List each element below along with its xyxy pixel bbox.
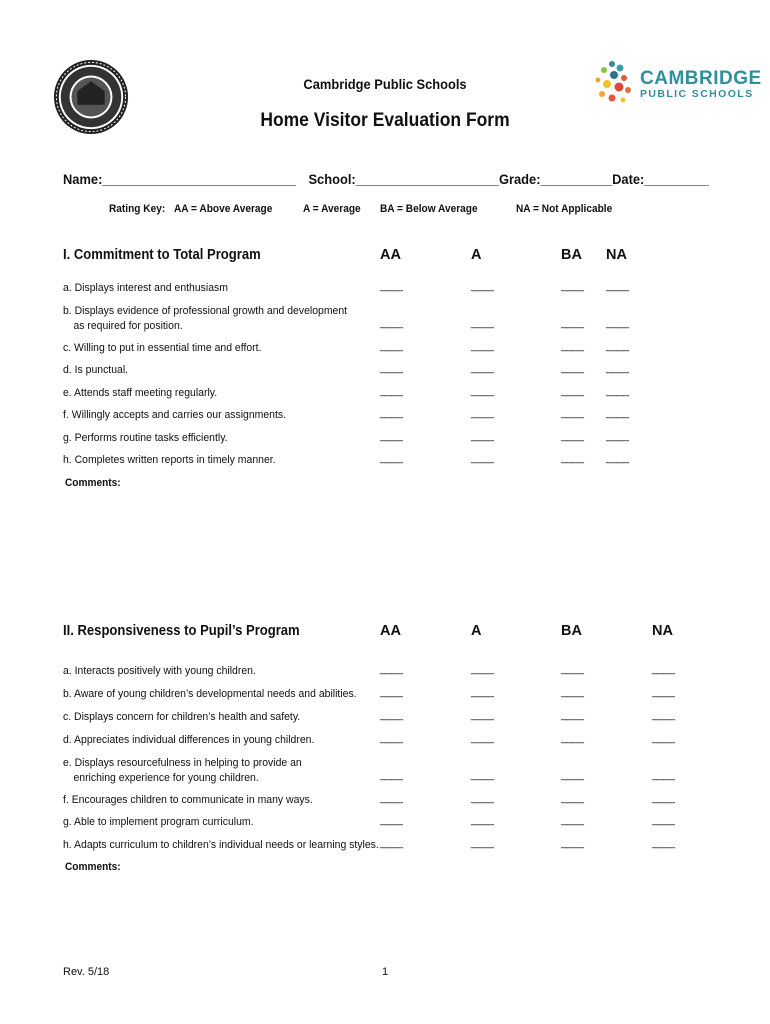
criteria-row [63,815,254,830]
criteria-text: b. Displays evidence of professional growth and development [63,305,348,317]
criteria-row [63,793,313,808]
rating-blank-na[interactable]: ____ [606,317,629,329]
rating-blank-a[interactable]: ____ [471,792,494,804]
section2-title: II. Responsiveness to Pupil’s Program [63,623,300,639]
revision-label: Rev. 5/18 [63,966,110,978]
criteria-row [63,710,300,725]
criteria-row [63,733,314,748]
rating-blank-na[interactable]: ____ [652,792,675,804]
criteria-row [63,838,379,853]
rating-blank-na[interactable]: ____ [606,385,629,397]
rating-blank-na[interactable]: ____ [652,686,675,698]
rating-blank-a[interactable]: ____ [471,663,494,675]
rating-blank-aa[interactable]: ____ [380,732,403,744]
rating-blank-na[interactable]: ____ [652,814,675,826]
grade-field[interactable]: Grade:__________ [498,171,613,187]
rating-blank-a[interactable]: ____ [471,340,494,352]
rating-blank-ba[interactable]: ____ [561,686,584,698]
section1-col-na: NA [606,247,627,263]
criteria-row [63,664,256,679]
rating-key-ba: BA = Below Average [380,203,478,215]
school-field[interactable]: School:____________________ [308,171,499,187]
logo-text-line1: CAMBRIDGE [640,68,762,89]
rating-blank-na[interactable]: ____ [606,340,629,352]
rating-blank-ba[interactable]: ____ [561,837,584,849]
rating-blank-ba[interactable]: ____ [561,362,584,374]
criteria-row [63,386,217,401]
rating-key-na: NA = Not Applicable [516,203,613,215]
criteria-text: e. Displays resourcefulness in helping to provide an [63,757,302,769]
rating-blank-aa[interactable]: ____ [380,407,403,419]
rating-blank-ba[interactable]: ____ [561,430,584,442]
rating-blank-na[interactable]: ____ [606,430,629,442]
info-fields-row [63,171,709,187]
rating-blank-ba[interactable]: ____ [561,317,584,329]
criteria-text-cont: enriching experience for young children. [73,772,259,784]
rating-blank-aa[interactable]: ____ [380,686,403,698]
rating-blank-aa[interactable]: ____ [380,280,403,292]
criteria-text-cont: as required for position. [73,320,183,332]
section2-col-ba: BA [561,623,582,639]
rating-blank-a[interactable]: ____ [471,280,494,292]
rating-key-a: A = Average [303,203,361,215]
rating-blank-a[interactable]: ____ [471,407,494,419]
section1-title: I. Commitment to Total Program [63,247,261,263]
rating-blank-na[interactable]: ____ [606,280,629,292]
rating-blank-na[interactable]: ____ [606,452,629,464]
criteria-row [63,431,228,446]
criteria-text: e. Attends staff meeting regularly. [63,387,218,399]
rating-blank-na[interactable]: ____ [652,663,675,675]
rating-blank-ba[interactable]: ____ [561,280,584,292]
criteria-row [63,363,128,378]
page-number: 1 [382,966,389,978]
rating-blank-a[interactable]: ____ [471,814,494,826]
rating-blank-ba[interactable]: ____ [561,769,584,781]
rating-blank-aa[interactable]: ____ [380,837,403,849]
rating-blank-na[interactable]: ____ [652,709,675,721]
rating-blank-ba[interactable]: ____ [561,452,584,464]
criteria-text: b. Aware of young children’s developmental needs and abilities. [63,688,357,700]
rating-blank-aa[interactable]: ____ [380,452,403,464]
rating-blank-aa[interactable]: ____ [380,430,403,442]
criteria-text: a. Displays interest and enthusiasm [63,282,228,294]
rating-blank-a[interactable]: ____ [471,385,494,397]
rating-blank-na[interactable]: ____ [652,837,675,849]
rating-blank-a[interactable]: ____ [471,837,494,849]
criteria-text: c. Willing to put in essential time and effort. [63,342,262,354]
rating-blank-ba[interactable]: ____ [561,385,584,397]
rating-blank-a[interactable]: ____ [471,769,494,781]
section2-col-a: A [471,623,482,639]
form-title: Home Visitor Evaluation Form [260,110,510,131]
section2-col-na: NA [652,623,673,639]
criteria-row [63,304,347,334]
logo-text-line2: PUBLIC SCHOOLS [640,88,754,100]
section1-comments-label: Comments: [65,477,121,489]
rating-blank-na[interactable]: ____ [652,732,675,744]
rating-blank-aa[interactable]: ____ [380,362,403,374]
criteria-text: f. Willingly accepts and carries our assignments. [63,409,287,421]
rating-blank-a[interactable]: ____ [471,686,494,698]
rating-blank-aa[interactable]: ____ [380,340,403,352]
criteria-text: f. Encourages children to communicate in many ways. [63,794,313,806]
section1-col-aa: AA [380,247,401,263]
rating-blank-aa[interactable]: ____ [380,663,403,675]
rating-blank-a[interactable]: ____ [471,317,494,329]
rating-blank-a[interactable]: ____ [471,430,494,442]
section2-comments-label: Comments: [65,861,121,873]
rating-blank-aa[interactable]: ____ [380,385,403,397]
criteria-text: g. Able to implement program curriculum. [63,816,254,828]
name-field[interactable]: Name:___________________________ [63,171,296,187]
criteria-text: g. Performs routine tasks efficiently. [63,432,228,444]
criteria-row [63,341,261,356]
section1-col-ba: BA [561,247,582,263]
rating-blank-ba[interactable]: ____ [561,407,584,419]
rating-blank-na[interactable]: ____ [652,769,675,781]
rating-blank-aa[interactable]: ____ [380,814,403,826]
criteria-text: a. Interacts positively with young children. [63,665,256,677]
rating-blank-ba[interactable]: ____ [561,340,584,352]
rating-blank-a[interactable]: ____ [471,452,494,464]
criteria-text: h. Adapts curriculum to children’s individual needs or learning styles. [63,839,379,851]
criteria-text: d. Is punctual. [63,364,129,376]
criteria-row [63,408,286,423]
rating-key-label: Rating Key: [109,203,166,215]
rating-blank-na[interactable]: ____ [606,362,629,374]
rating-blank-ba[interactable]: ____ [561,792,584,804]
rating-blank-ba[interactable]: ____ [561,732,584,744]
rating-blank-na[interactable]: ____ [606,407,629,419]
rating-blank-aa[interactable]: ____ [380,709,403,721]
rating-key-aa: AA = Above Average [174,203,273,215]
rating-blank-ba[interactable]: ____ [561,663,584,675]
criteria-text: d. Appreciates individual differences in young children. [63,734,315,746]
criteria-row [63,281,228,296]
rating-blank-ba[interactable]: ____ [561,814,584,826]
rating-blank-aa[interactable]: ____ [380,792,403,804]
rating-blank-ba[interactable]: ____ [561,709,584,721]
rating-blank-a[interactable]: ____ [471,709,494,721]
rating-blank-a[interactable]: ____ [471,732,494,744]
date-field[interactable]: Date:_________ [612,171,709,187]
criteria-row [63,756,302,786]
criteria-text: c. Displays concern for children’s health and safety. [63,711,301,723]
school-name-heading: Cambridge Public Schools [303,76,467,92]
rating-blank-a[interactable]: ____ [471,362,494,374]
rating-blank-aa[interactable]: ____ [380,769,403,781]
criteria-row [63,687,357,702]
section2-col-aa: AA [380,623,401,639]
section1-col-a: A [471,247,482,263]
criteria-row [63,453,276,468]
rating-blank-aa[interactable]: ____ [380,317,403,329]
criteria-text: h. Completes written reports in timely manner. [63,454,276,466]
